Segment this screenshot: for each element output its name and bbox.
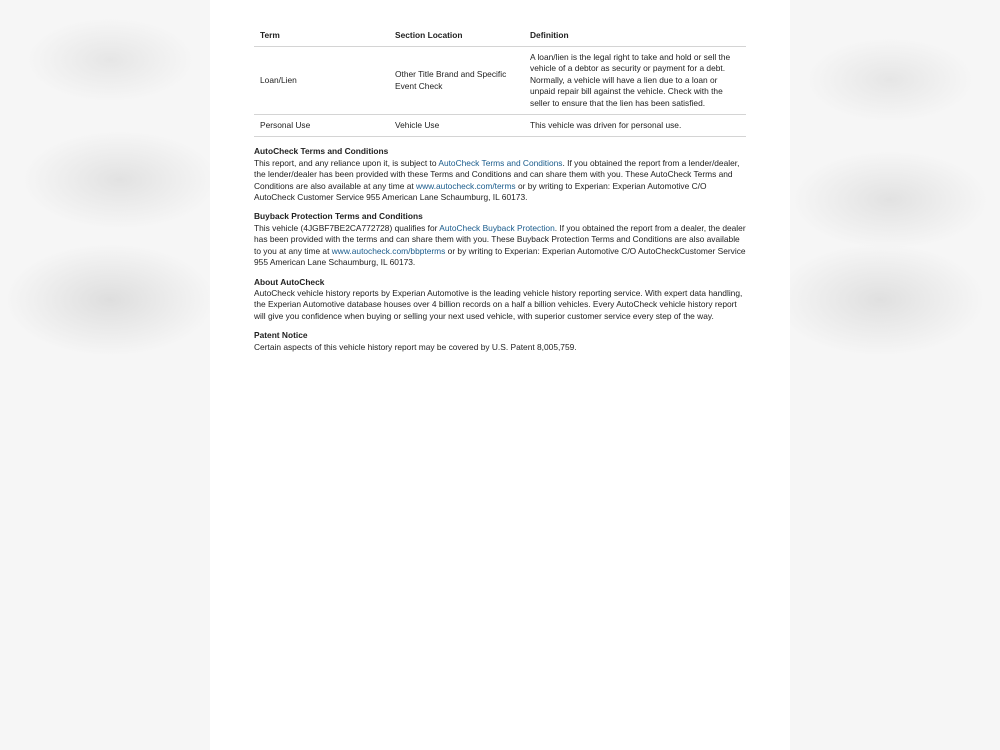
- term-cell: Loan/Lien: [254, 47, 389, 115]
- about-heading: About AutoCheck: [254, 276, 325, 287]
- buyback-text-1: This vehicle (4JGBF7BE2CA772728) qualifies for: [254, 222, 440, 233]
- buyback-text-3: or by writing to Experian: Experian Automotive C/O AutoCheckCustomer Service 955 American Lane Schaumburg, IL 60173.: [254, 245, 746, 268]
- buyback-protection-link[interactable]: AutoCheck Buyback Protection: [439, 222, 555, 233]
- buyback-text-2: . If you obtained the report from a dealer, the dealer has been provided with the terms and can share them with you. These Buyback Protection Terms and Conditions are also available to you at any time at: [254, 222, 746, 256]
- terms-url-link[interactable]: www.autocheck.com/terms: [416, 180, 516, 191]
- header-definition: Definition: [524, 24, 746, 47]
- terms-heading: AutoCheck Terms and Conditions: [254, 146, 389, 157]
- terms-paragraph: [254, 158, 746, 204]
- terms-text-1: This report, and any reliance upon it, is subject to: [254, 157, 439, 168]
- about-section: [254, 277, 746, 323]
- patent-section: [254, 330, 746, 353]
- glossary-table: [254, 24, 746, 137]
- document-page: [210, 0, 790, 750]
- location-cell: Vehicle Use: [389, 115, 524, 137]
- definition-cell: This vehicle was driven for personal use.: [524, 115, 746, 137]
- buyback-heading: Buyback Protection Terms and Conditions: [254, 211, 423, 222]
- term-cell: Personal Use: [254, 115, 389, 137]
- buyback-section: [254, 211, 746, 268]
- terms-conditions-link[interactable]: AutoCheck Terms and Conditions: [438, 157, 563, 168]
- definition-cell: A loan/lien is the legal right to take and hold or sell the vehicle of a debtor as security or payment for a debt. Normally, a vehicle will have a lien due to a loan or unpaid repair bill against the vehicle. Check with the seller to ensure that the lien has been satisfied.: [524, 47, 746, 115]
- buyback-url-link[interactable]: www.autocheck.com/bbpterms: [331, 245, 446, 256]
- terms-section: [254, 146, 746, 203]
- location-cell: Other Title Brand and Specific Event Check: [389, 47, 524, 115]
- terms-text-2: . If you obtained the report from a lender/dealer, the lender/dealer has been provided with these Terms and Conditions and can share them with you. These AutoCheck Terms and Conditions are also available at any time at: [254, 157, 740, 191]
- header-term: Term: [254, 24, 389, 47]
- patent-paragraph: Certain aspects of this vehicle history report may be covered by U.S. Patent 8,005,759.: [254, 341, 577, 352]
- header-section-location: Section Location: [389, 24, 524, 47]
- table-header-row: [254, 24, 746, 47]
- table-row: [254, 47, 746, 115]
- buyback-paragraph: [254, 223, 746, 269]
- about-paragraph: AutoCheck vehicle history reports by Experian Automotive is the leading vehicle history reporting service. With expert data handling, the Experian Automotive database houses over 4 billion records on a half a billion vehicles. Every AutoCheck vehicle history report will give you confidence when buying or selling your next used vehicle, with superior customer service every step of the way.: [254, 287, 743, 321]
- terms-text-3: or by writing to Experian: Experian Automotive C/O AutoCheck Customer Service 955 American Lane Schaumburg, IL 60173.: [254, 180, 707, 203]
- patent-heading: Patent Notice: [254, 330, 308, 341]
- table-row: [254, 115, 746, 137]
- document-content: [254, 24, 746, 353]
